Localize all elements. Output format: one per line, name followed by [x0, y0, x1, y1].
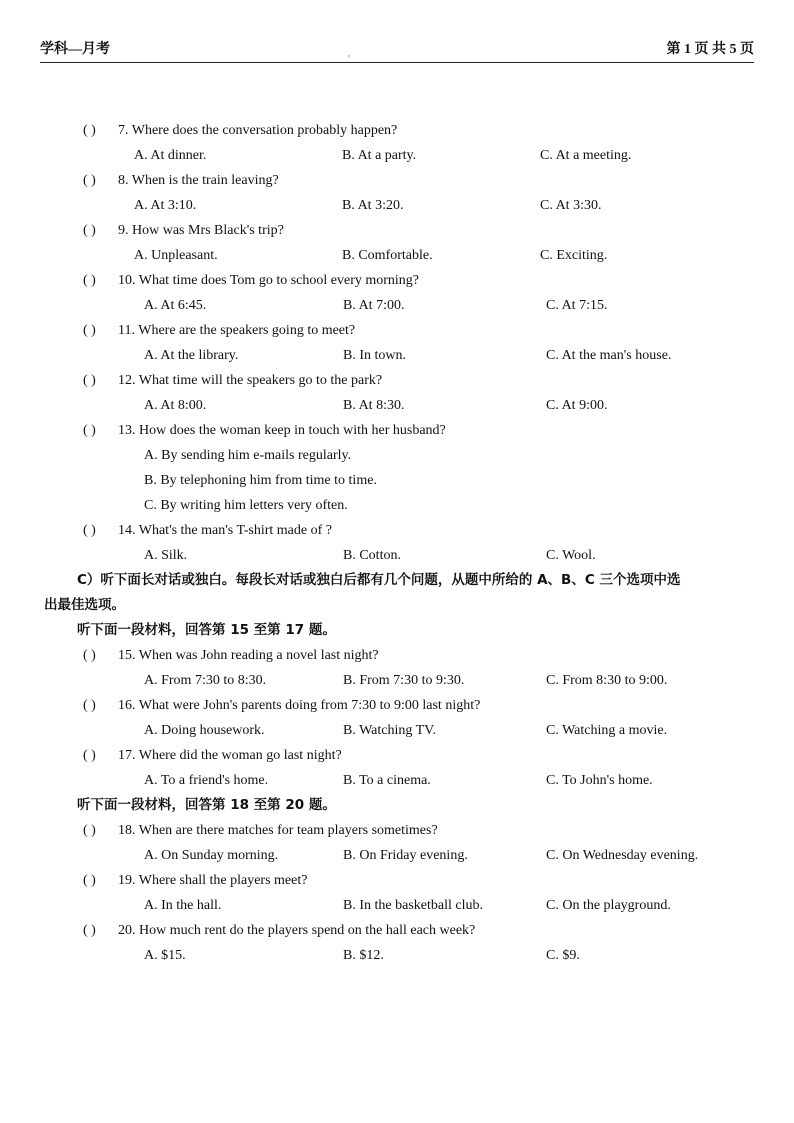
question-7	[0, 118, 794, 143]
option-b: B. At a party.	[342, 148, 417, 163]
options-10	[0, 293, 794, 318]
question-13	[0, 418, 794, 443]
question-17	[0, 743, 794, 768]
options-9	[0, 243, 794, 268]
question-text: 13. How does the woman keep in touch with her husband?	[118, 423, 446, 438]
options-8	[0, 193, 794, 218]
option-a: A. By sending him e-mails regularly.	[144, 448, 352, 463]
options-14	[0, 543, 794, 568]
question-16	[0, 693, 794, 718]
answer-blank: ( )	[83, 748, 96, 763]
question-text: 17. Where did the woman go last night?	[118, 748, 342, 763]
options-18	[0, 843, 794, 868]
answer-blank: ( )	[83, 173, 96, 188]
option-c: C. At a meeting.	[540, 148, 632, 163]
question-text: 18. When are there matches for team players sometimes?	[118, 823, 438, 838]
section-c-line2: 出最佳选项。	[44, 597, 125, 613]
option-a: A. Silk.	[144, 548, 188, 563]
option-a: A. $15.	[144, 948, 186, 963]
header-mark: '	[348, 54, 350, 65]
question-14	[0, 518, 794, 543]
option-c: C. To John's home.	[546, 773, 653, 788]
options-13-a	[0, 443, 794, 468]
answer-blank: ( )	[83, 873, 96, 888]
question-20	[0, 918, 794, 943]
answer-blank: ( )	[83, 698, 96, 713]
answer-blank: ( )	[83, 823, 96, 838]
question-text: 8. When is the train leaving?	[118, 173, 279, 188]
page-header	[40, 36, 754, 63]
question-11	[0, 318, 794, 343]
question-text: 16. What were John's parents doing from 7:30 to 9:00 last night?	[118, 698, 481, 713]
options-16	[0, 718, 794, 743]
option-a: A. To a friend's home.	[144, 773, 269, 788]
option-a: A. At 8:00.	[144, 398, 207, 413]
option-c: C. From 8:30 to 9:00.	[546, 673, 668, 688]
option-b: B. On Friday evening.	[343, 848, 468, 863]
option-c: C. At 7:15.	[546, 298, 608, 313]
option-b: B. In town.	[343, 348, 406, 363]
option-b: B. At 3:20.	[342, 198, 404, 213]
group-intro-18-20	[0, 793, 794, 818]
answer-blank: ( )	[83, 273, 96, 288]
option-c: C. On Wednesday evening.	[546, 848, 699, 863]
option-a: A. At the library.	[144, 348, 239, 363]
option-c: C. By writing him letters very often.	[144, 498, 348, 513]
option-b: B. $12.	[343, 948, 384, 963]
question-text: 11. Where are the speakers going to meet?	[118, 323, 356, 338]
option-a: A. From 7:30 to 8:30.	[144, 673, 267, 688]
question-text: 15. When was John reading a novel last night?	[118, 648, 379, 663]
question-8	[0, 168, 794, 193]
options-7	[0, 143, 794, 168]
options-15	[0, 668, 794, 693]
options-19	[0, 893, 794, 918]
answer-blank: ( )	[83, 648, 96, 663]
options-20	[0, 943, 794, 968]
option-a: A. At dinner.	[134, 148, 207, 163]
subject-title: 学科—月考	[40, 42, 110, 57]
option-b: B. At 7:00.	[343, 298, 405, 313]
option-a: A. Doing housework.	[144, 723, 265, 738]
option-c: C. Watching a movie.	[546, 723, 668, 738]
options-13-b	[0, 468, 794, 493]
option-b: B. Watching TV.	[343, 723, 436, 738]
answer-blank: ( )	[83, 523, 96, 538]
question-text: 9. How was Mrs Black's trip?	[118, 223, 284, 238]
option-a: A. On Sunday morning.	[144, 848, 279, 863]
options-12	[0, 393, 794, 418]
question-text: 12. What time will the speakers go to the park?	[118, 373, 383, 388]
options-11	[0, 343, 794, 368]
answer-blank: ( )	[83, 223, 96, 238]
option-c: C. At 3:30.	[540, 198, 602, 213]
question-18	[0, 818, 794, 843]
option-c: C. Exciting.	[540, 248, 608, 263]
option-b: B. To a cinema.	[343, 773, 431, 788]
section-c-instructions-cont	[0, 593, 794, 618]
option-b: B. By telephoning him from time to time.	[144, 473, 377, 488]
group-intro-text: 听下面一段材料，回答第 15 至第 17 题。	[77, 622, 336, 638]
question-19	[0, 868, 794, 893]
question-15	[0, 643, 794, 668]
group-intro-text: 听下面一段材料，回答第 18 至第 20 题。	[77, 797, 336, 813]
option-c: C. On the playground.	[546, 898, 671, 913]
answer-blank: ( )	[83, 123, 96, 138]
option-a: A. In the hall.	[144, 898, 222, 913]
option-a: A. At 3:10.	[134, 198, 197, 213]
question-text: 7. Where does the conversation probably happen?	[118, 123, 398, 138]
option-c: C. At 9:00.	[546, 398, 608, 413]
question-text: 10. What time does Tom go to school every morning?	[118, 273, 420, 288]
options-13-c	[0, 493, 794, 518]
option-a: A. At 6:45.	[144, 298, 207, 313]
answer-blank: ( )	[83, 323, 96, 338]
question-list	[0, 118, 794, 968]
options-17	[0, 768, 794, 793]
option-b: B. Comfortable.	[342, 248, 433, 263]
answer-blank: ( )	[83, 373, 96, 388]
option-c: C. Wool.	[546, 548, 596, 563]
option-a: A. Unpleasant.	[134, 248, 218, 263]
page-number: 第 1 页 共 5 页	[666, 42, 754, 57]
option-b: B. Cotton.	[343, 548, 401, 563]
answer-blank: ( )	[83, 923, 96, 938]
question-text: 20. How much rent do the players spend on the hall each week?	[118, 923, 476, 938]
option-b: B. From 7:30 to 9:30.	[343, 673, 465, 688]
option-c: C. At the man's house.	[546, 348, 672, 363]
group-intro-15-17	[0, 618, 794, 643]
question-text: 14. What's the man's T-shirt made of ?	[118, 523, 332, 538]
question-10	[0, 268, 794, 293]
question-9	[0, 218, 794, 243]
question-text: 19. Where shall the players meet?	[118, 873, 308, 888]
section-c-line1: C）听下面长对话或独白。每段长对话或独白后都有几个问题，从题中所给的 A、B、C 三个选项中选	[77, 572, 681, 588]
option-c: C. $9.	[546, 948, 580, 963]
option-b: B. In the basketball club.	[343, 898, 483, 913]
section-c-instructions	[0, 568, 794, 593]
answer-blank: ( )	[83, 423, 96, 438]
question-12	[0, 368, 794, 393]
option-b: B. At 8:30.	[343, 398, 405, 413]
